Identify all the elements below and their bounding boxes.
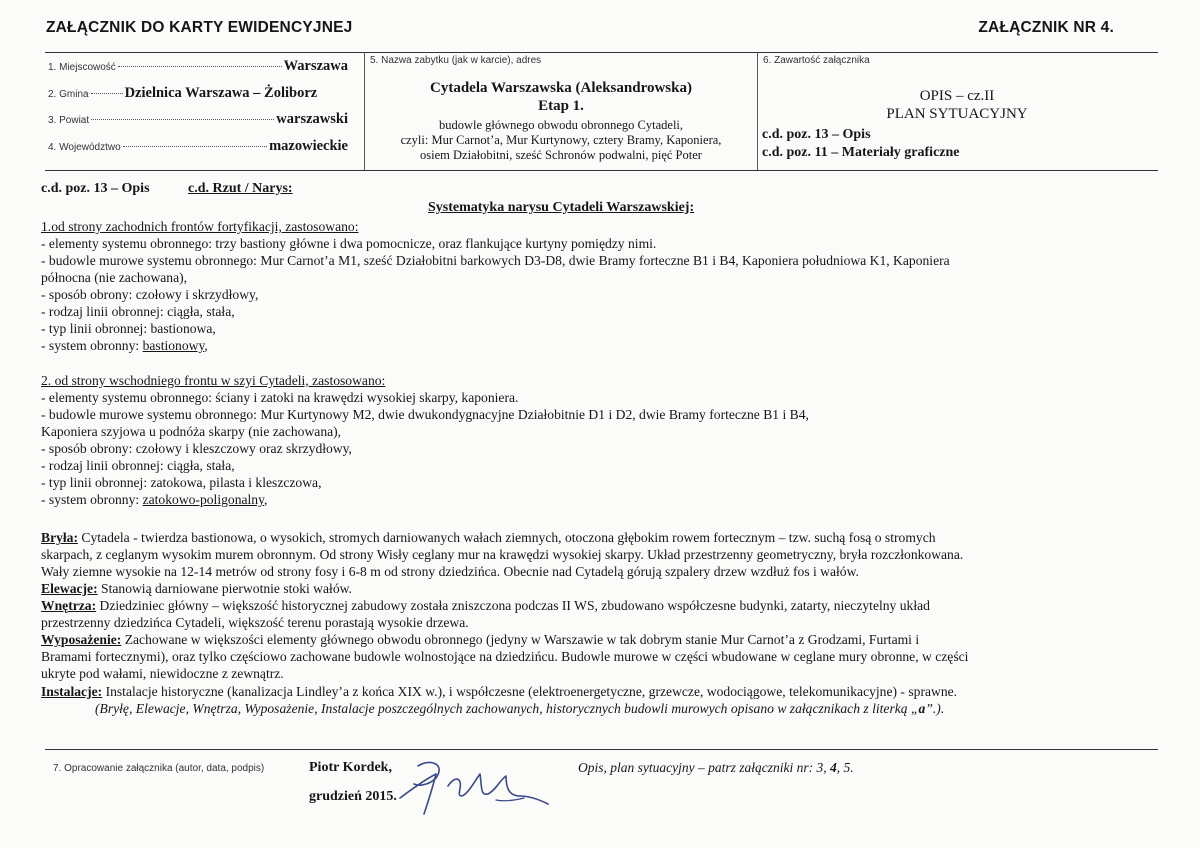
monument-stage: Etap 1. bbox=[538, 98, 584, 114]
field-gmina: 2. Gmina Dzielnica Warszawa – Żoliborz bbox=[48, 85, 318, 101]
content-line2: PLAN SYTUACYJNY bbox=[886, 106, 1028, 122]
field-powiat: 3. Powiat warszawski bbox=[48, 111, 348, 127]
bryla-line: Wały ziemne wysokie na 12-14 metrów od strony fosy i 6-8 m od strony dziedzińca. Obecnie nad Cytadelą górują szpalery drzew wzdłuż fos i wałów. bbox=[41, 564, 859, 579]
form-divider-1 bbox=[364, 52, 365, 170]
elewacje-line: Elewacje: Stanowią darniowane pierwotnie stoki wałów. bbox=[41, 581, 352, 596]
form-bottom-border bbox=[45, 170, 1158, 171]
section-pos: c.d. poz. 13 – Opis bbox=[41, 181, 150, 196]
wnetrza-line: Wnętrza: Dziedziniec główny – większość historycznej zabudowy została zniszczona podczas II WS, zbudowano współczesne budynki, zatarty, nieczytelny układ bbox=[41, 598, 930, 613]
footer-border bbox=[45, 749, 1158, 750]
west-heading: 1.od strony zachodnich frontów fortyfikacji, zastosowano: bbox=[41, 219, 359, 234]
east-list-item: - sposób obrony: czołowy i kleszczowy oraz skrzydłowy, bbox=[41, 441, 352, 456]
instalacje-label: Instalacje: bbox=[41, 684, 103, 699]
bryla-line: Bryła: Cytadela - twierdza bastionowa, o wysokich, stromych darniowanych wałach ziemnych, otoczona głębokim rowem fortecznym – tzw. suchą fosą o stromych bbox=[41, 530, 936, 545]
instalacje-line: Instalacje: Instalacje historyczne (kanalizacja Lindley’a z końca XIX w.), i współczesne (elektroenergetyczne, grzewcze, wodociągowe, telekomunikacyjne) - sprawne. bbox=[41, 684, 958, 699]
section-title: Systematyka narysu Cytadeli Warszawskiej: bbox=[428, 200, 695, 215]
west-system: - system obronny: bastionowy, bbox=[41, 338, 208, 353]
field-miejscowosc: 1. Miejscowość Warszawa bbox=[48, 58, 348, 74]
content-ref1: c.d. poz. 13 – Opis bbox=[762, 127, 871, 142]
west-list-item: - typ linii obronnej: bastionowa, bbox=[41, 321, 216, 336]
east-list-item: - rodzaj linii obronnej: ciągła, stała, bbox=[41, 458, 235, 473]
footer-author: Piotr Kordek, bbox=[309, 760, 392, 775]
wyposazenie-line: Wyposażenie: Zachowane w większości elementy głównego obwodu obronnego (jedyny w Warszawie w tak dobrym stanie Mur Carnot’a z Grodzami, Furtami i bbox=[41, 632, 920, 647]
east-system: - system obronny: zatokowo-poligonalny, bbox=[41, 492, 268, 507]
wyposazenie-label: Wyposażenie: bbox=[41, 632, 122, 647]
west-list-item: - sposób obrony: czołowy i skrzydłowy, bbox=[41, 287, 259, 302]
wyposazenie-line: ukryte pod wałami, niewidoczne z zewnątrz. bbox=[41, 666, 284, 681]
field-wojewodztwo: 4. Województwo mazowieckie bbox=[48, 138, 348, 154]
content-line1: OPIS – cz.II bbox=[919, 88, 995, 104]
east-list-item: - typ linii obronnej: zatokowa, pilasta i kleszczowa, bbox=[41, 475, 322, 490]
header-attachment-number: ZAŁĄCZNIK NR 4. bbox=[978, 19, 1114, 36]
signature bbox=[388, 756, 558, 822]
footer-reference: Opis, plan sytuacyjny – patrz załączniki nr: 3, 4, 5. bbox=[578, 760, 854, 775]
monument-name: Cytadela Warszawska (Aleksandrowska) bbox=[430, 80, 692, 96]
west-list-item: - elementy systemu obronnego: trzy bastiony główne i dwa pomocnicze, oraz flankujące kurtyny pomiędzy nimi. bbox=[41, 236, 657, 251]
section-rzut: c.d. Rzut / Narys: bbox=[188, 181, 293, 196]
elewacje-label: Elewacje: bbox=[41, 581, 98, 596]
bryla-line: skarpach, z ceglanym wysokim murem obronnym. Od strony Wisły ceglany mur na krawędzi wysokiej skarpy. Układ przestrzenny geometryczny, bryła rozczłonkowana. bbox=[41, 547, 964, 562]
header-title: ZAŁĄCZNIK DO KARTY EWIDENCYJNEJ bbox=[46, 19, 353, 36]
east-list-item: - elementy systemu obronnego: ściany i zatoki na krawędzi wysokiej skarpy, kaponiera. bbox=[41, 390, 519, 405]
monument-description: budowle głównego obwodu obronnego Cytadeli, czyli: Mur Carnot’a, Mur Kurtynowy, cztery Bramy, Kaponiera, osiem Działobitni, sześć Schronów podwalni, pięć Poter bbox=[400, 118, 722, 162]
wyposazenie-line: Bramami fortecznymi), oraz tylko częściowo zachowane budowle wolnostojące na dziedzińcu. Budowle murowe w części wbudowane w ceglane mury obronne, w części bbox=[41, 649, 969, 664]
west-system-value: bastionowy bbox=[142, 338, 205, 353]
monument-label: 5. Nazwa zabytku (jak w karcie), adres bbox=[370, 55, 542, 66]
footer-label: 7. Opracowanie załącznika (autor, data, podpis) bbox=[53, 763, 265, 774]
west-list-item: - rodzaj linii obronnej: ciągła, stała, bbox=[41, 304, 235, 319]
wnetrza-label: Wnętrza: bbox=[41, 598, 97, 613]
east-system-value: zatokowo-poligonalny bbox=[142, 492, 265, 507]
content-label: 6. Zawartość załącznika bbox=[763, 55, 870, 66]
instalacje-note: (Bryłę, Elewacje, Wnętrza, Wyposażenie, Instalacje poszczególnych zachowanych, historycznych budowli murowych opisano w załącznikach z literką „a”.). bbox=[95, 701, 945, 716]
form-divider-2 bbox=[757, 52, 758, 170]
east-heading: 2. od strony wschodniego frontu w szyi Cytadeli, zastosowano: bbox=[41, 373, 386, 388]
wnetrza-line: przestrzenny dziedzińca Cytadeli, większość terenu porastają wysokie drzewa. bbox=[41, 615, 469, 630]
bryla-label: Bryła: bbox=[41, 530, 78, 545]
form-top-border bbox=[45, 52, 1158, 53]
content-ref2: c.d. poz. 11 – Materiały graficzne bbox=[762, 145, 960, 160]
west-list-item: - budowle murowe systemu obronnego: Mur Carnot’a M1, sześć Działobitni barkowych D3-D8, dwie Bramy forteczne B1 i B4, Kaponiera południowa K1, Kaponiera bbox=[41, 253, 950, 268]
west-list-item: północna (nie zachowana), bbox=[41, 270, 188, 285]
footer-date: grudzień 2015. bbox=[309, 789, 397, 804]
east-list-item: - budowle murowe systemu obronnego: Mur Kurtynowy M2, dwie dwukondygnacyjne Działobitnie D1 i D2, dwie Bramy forteczne B1 i B4, bbox=[41, 407, 809, 422]
east-list-item: Kaponiera szyjowa u podnóża skarpy (nie zachowana), bbox=[41, 424, 342, 439]
